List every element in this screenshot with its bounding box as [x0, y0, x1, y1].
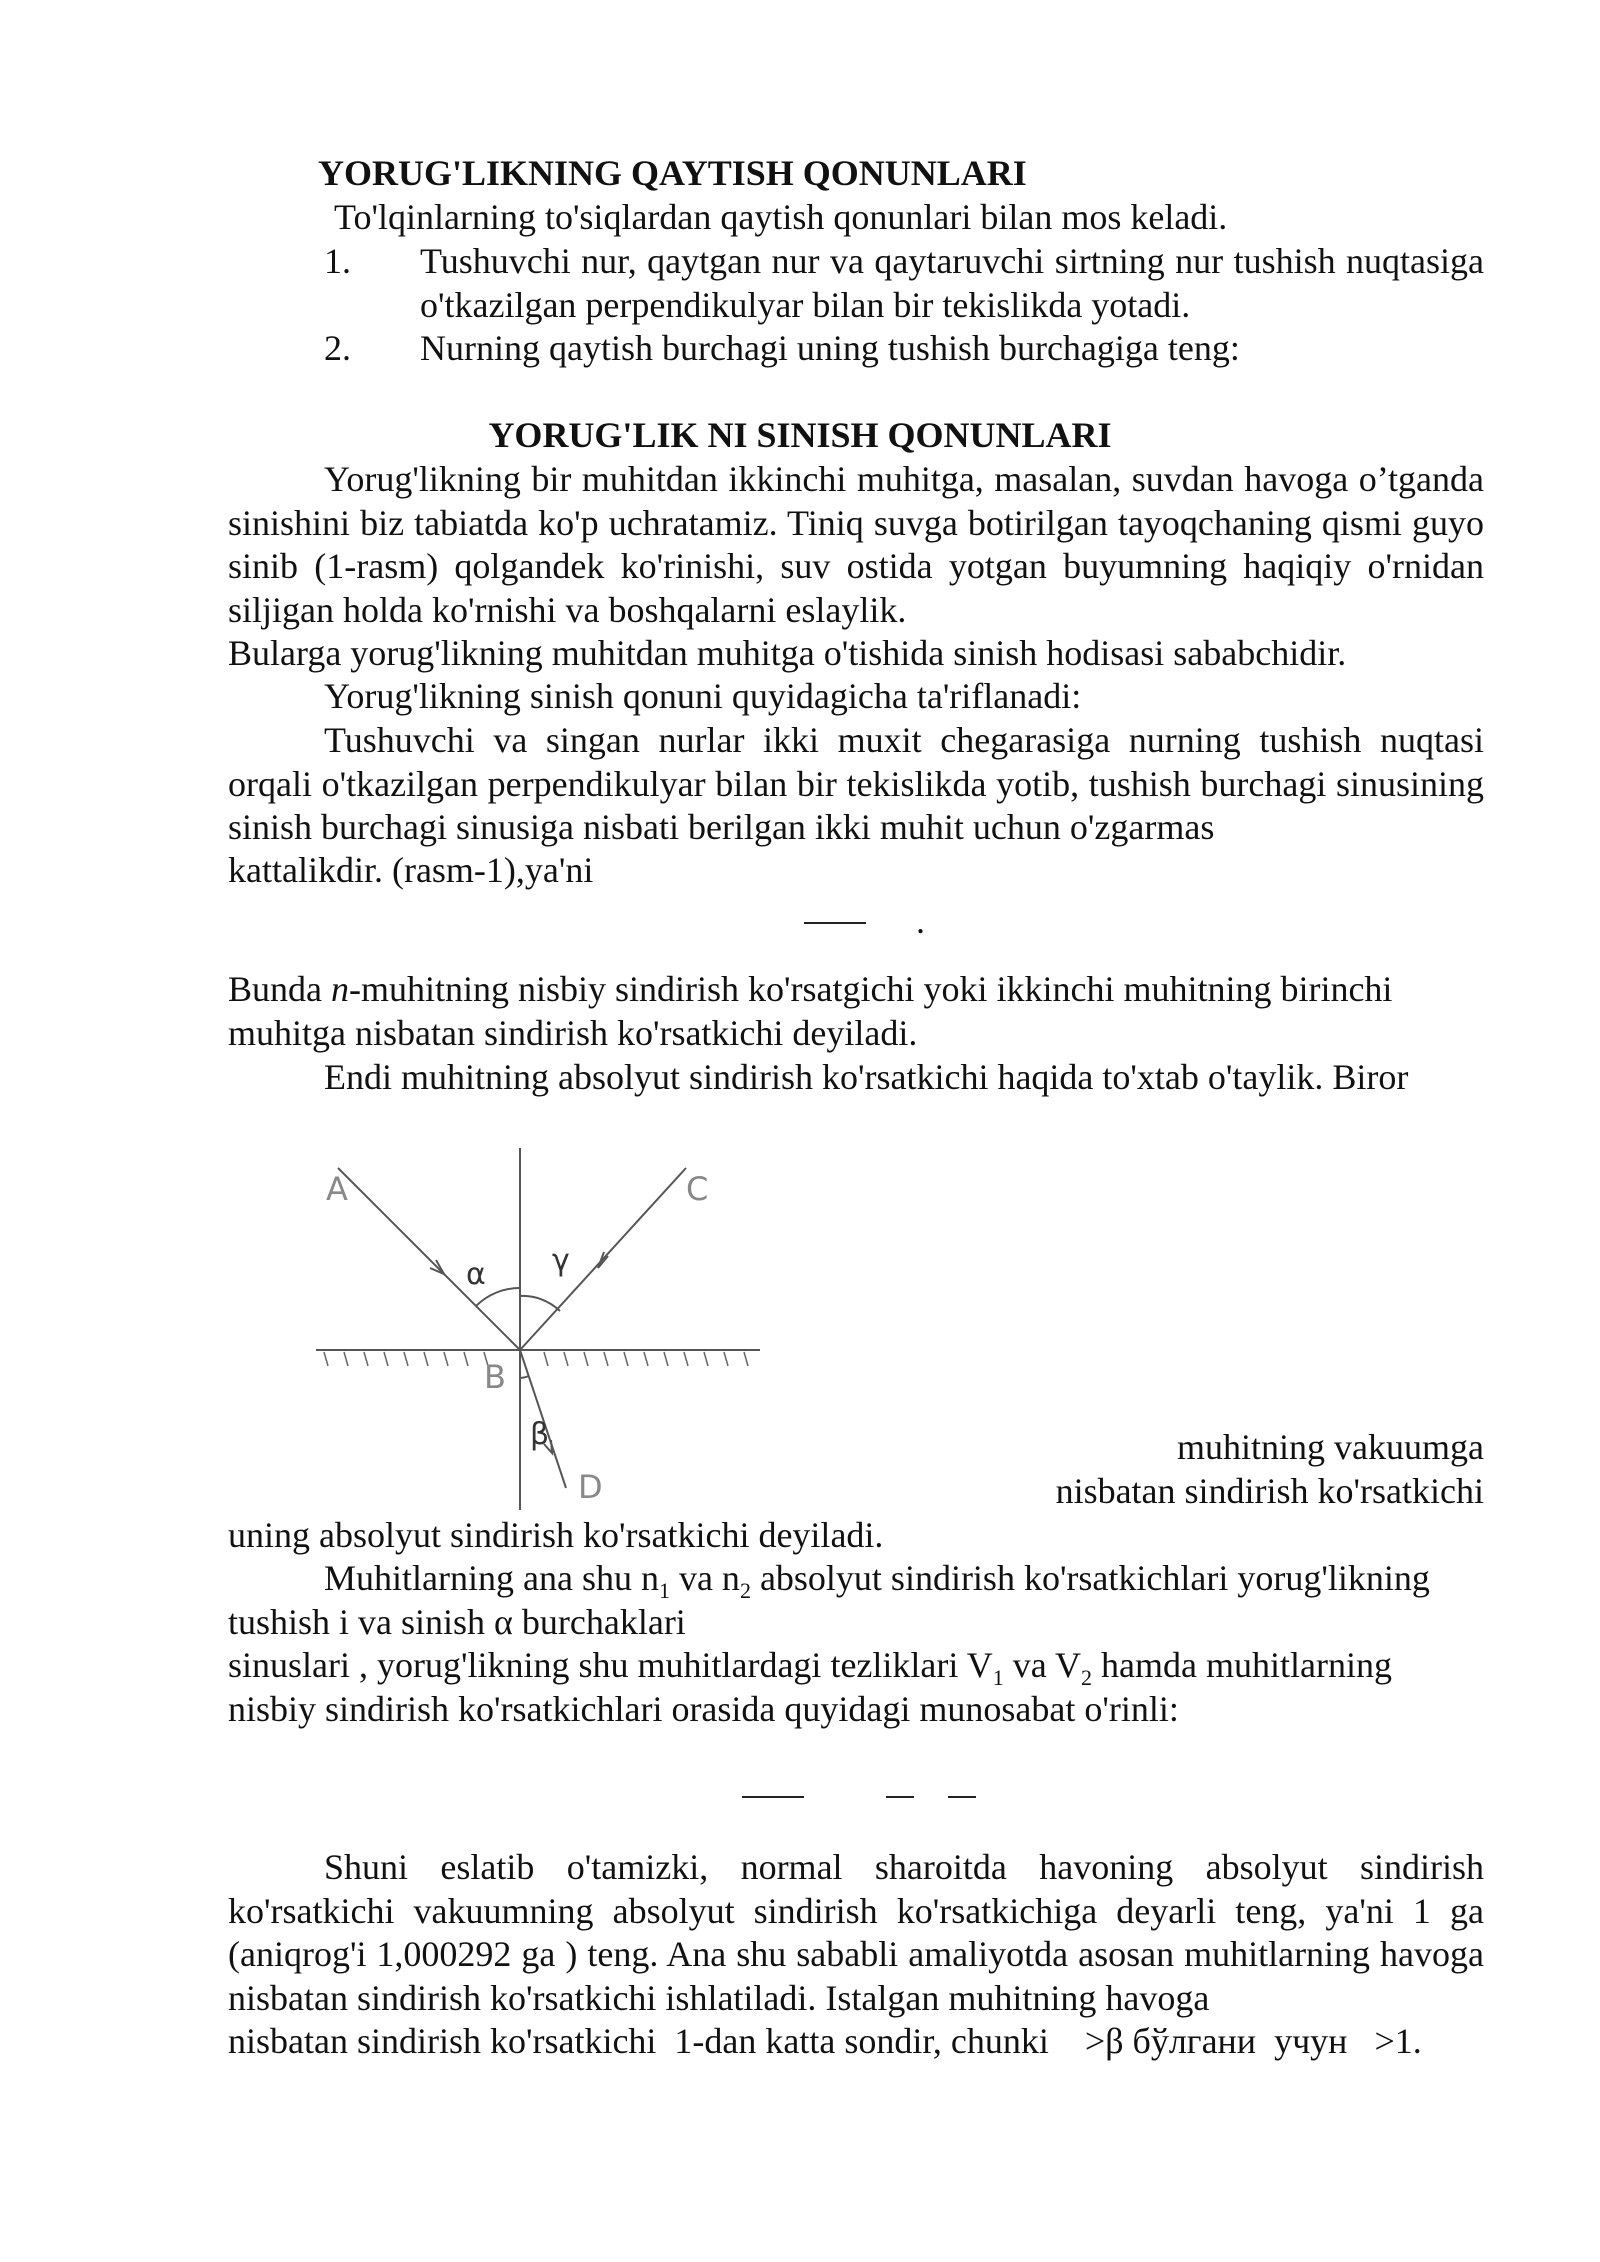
- paragraph-4-part-a: Bunda: [228, 969, 331, 1009]
- right-text-line-2: nisbatan sindirish ko'rsatkichi: [1055, 1471, 1484, 1511]
- law-1-text-span: Tushuvchi nur, qaytgan nur va qaytaruvchi sirtning nur tushish nuqtasiga o'tkazilgan perpendikulyar bilan bir tekislikda yotadi.: [420, 241, 1484, 325]
- paragraph-9: [228, 1846, 1484, 2020]
- intro-reflection: To'lqinlarning to'siqlardan qaytish qonunlari bilan mos keladi.: [334, 197, 1228, 237]
- beta-arc: [520, 1376, 529, 1378]
- law-2-text: Nurning qaytish burchagi uning tushish burchagiga teng:: [420, 328, 1240, 368]
- paragraph-8-part-c: hamda muhitlarning: [1092, 1645, 1392, 1685]
- n1-subscript: 1: [658, 1578, 670, 1604]
- title-reflection: YORUG'LIKNING QAYTISH QONUNLARI: [318, 153, 1027, 193]
- label-alpha: α: [466, 1257, 486, 1292]
- paragraph-4: [228, 968, 1484, 1012]
- paragraph-7: [228, 1557, 1484, 1604]
- paragraph-1-text: Yorug'likning bir muhitdan ikkinchi muhitga, masalan, suvdan havoga o’tganda sinishini biz tabiatda ko'p uchratamiz. Tiniq suvga botirilgan tayoqchaning qismi guyo sinib (1-rasm) qolgandek ko'rinishi, suv ostida yotgan buyumning haqiqiy o'rnidan siljigan holda ko'rnishi va boshqalarni eslaylik.: [228, 459, 1484, 630]
- v1-subscript: 1: [992, 1665, 1004, 1691]
- paragraph-7-line-2: tushish i va sinish α burchaklari: [228, 1602, 686, 1642]
- v2-subscript: 2: [1081, 1665, 1093, 1691]
- paragraph-2: Yorug'likning sinish qonuni quyidagicha ta'riflanadi:: [324, 676, 1082, 716]
- formula-2-bar-3: [948, 1796, 976, 1798]
- paragraph-4-last: muhitga nisbatan sindirish ko'rsatkichi deyiladi.: [228, 1013, 918, 1053]
- title-refraction: YORUG'LIK NI SINISH QONUNLARI: [488, 415, 1112, 455]
- paragraph-9-last: nisbatan sindirish ko'rsatkichi 1-dan katta sondir, chunki >β бўлгани учун >1.: [228, 2021, 1422, 2061]
- label-b: B: [484, 1358, 506, 1396]
- right-text-line-1: muhitning vakuumga: [1177, 1427, 1484, 1467]
- paragraph-7-part-c: absolyut sindirish ko'rsatkichlari yorug'likning: [750, 1558, 1430, 1598]
- paragraph-1-last: Bularga yorug'likning muhitdan muhitga o'tishida sinish hodisasi sababchidir.: [228, 633, 1347, 673]
- paragraph-4-n: n: [331, 969, 349, 1009]
- law-1-text: [420, 240, 1484, 327]
- formula-2-bar-1: [742, 1796, 804, 1798]
- paragraph-5: Endi muhitning absolyut sindirish ko'rsatkichi haqida to'xtab o'taylik. Biror: [324, 1057, 1409, 1097]
- paragraph-8-part-b: va V: [1003, 1645, 1082, 1685]
- paragraph-1: [228, 458, 1484, 632]
- formula-1-fraction-bar: [804, 922, 866, 924]
- paragraph-3-text: Tushuvchi va singan nurlar ikki muxit chegarasiga nurning tushish nuqtasi orqali o'tkazilgan perpendikulyar bilan bir tekislikda yotib, tushish burchagi sinusining sinish burchagi sinusiga nisbati berilgan ikki muhit uchun o'zgarmas: [228, 720, 1484, 847]
- refraction-diagram: [308, 1148, 778, 1518]
- reflected-ray: [520, 1168, 686, 1350]
- paragraph-7-part-a: Muhitlarning ana shu n: [324, 1558, 659, 1598]
- paragraph-8-last: nisbiy sindirish ko'rsatkichlari orasida quyidagi munosabat o'rinli:: [228, 1689, 1179, 1729]
- paragraph-8: [228, 1644, 1484, 1691]
- paragraph-9-text: Shuni eslatib o'tamizki, normal sharoitda havoning absolyut sindirish ko'rsatkichi vakuumning absolyut sindirish ko'rsatkichiga deyarli teng, ya'ni 1 ga (aniqrog'i 1,000292 ga ) teng. Ana shu sababli amaliyotda asosan muhitlarning havoga nisbatan sindirish ko'rsatkichi ishlatiladi. Istalgan muhitning havoga: [228, 1847, 1484, 2018]
- paragraph-3-last: kattalikdir. (rasm-1),ya'ni: [228, 850, 594, 890]
- surface-hatching: [324, 1352, 748, 1366]
- label-c: C: [686, 1170, 709, 1208]
- paragraph-6: uning absolyut sindirish ko'rsatkichi deyiladi.: [228, 1515, 884, 1555]
- law-2-number: 2.: [324, 328, 351, 368]
- paragraph-7-part-b: va n: [669, 1558, 740, 1598]
- gamma-arc: [520, 1296, 560, 1311]
- label-beta: β: [530, 1417, 550, 1452]
- n2-subscript: 2: [739, 1578, 751, 1604]
- formula-1-dot: .: [916, 901, 925, 941]
- law-1-number: 1.: [324, 241, 351, 281]
- paragraph-8-part-a: sinuslari , yorug'likning shu muhitlardagi tezliklari V: [228, 1645, 993, 1685]
- label-a: A: [326, 1170, 348, 1208]
- label-gamma: γ: [552, 1243, 570, 1278]
- paragraph-3: [228, 719, 1484, 850]
- label-d: D: [578, 1468, 603, 1506]
- formula-2-bar-2: [886, 1796, 914, 1798]
- incident-ray: [338, 1168, 520, 1350]
- paragraph-4-part-b: -muhitning nisbiy sindirish ko'rsatgichi yoki ikkinchi muhitning birinchi: [349, 969, 1393, 1009]
